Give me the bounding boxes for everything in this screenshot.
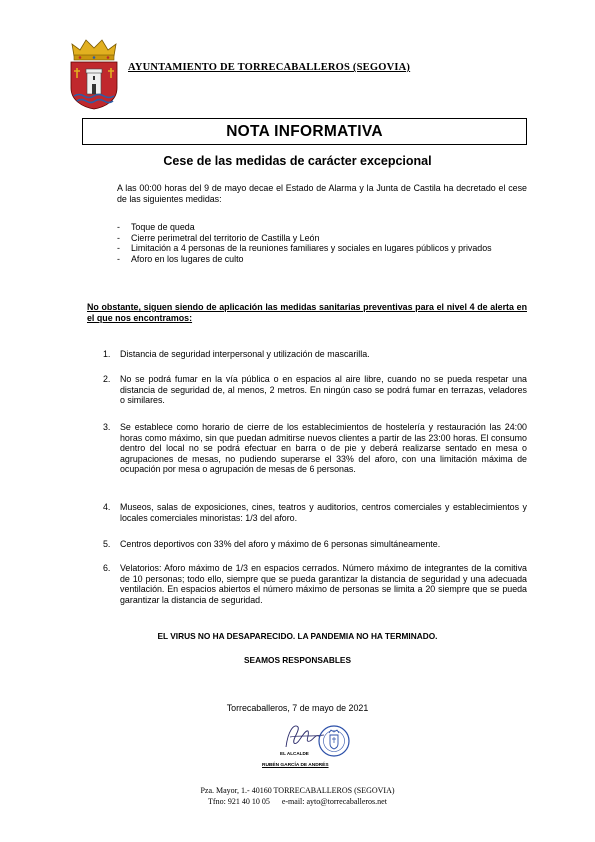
list-item: [117, 233, 527, 244]
signatory-role: EL ALCALDE: [280, 751, 309, 756]
measure-number: 6.: [103, 563, 111, 573]
list-item-text: Cierre perimetral del territorio de Castilla y León: [131, 232, 320, 243]
measure-text: Museos, salas de exposiciones, cines, teatros y auditorios, centros comerciales y establecimientos y locales comerciales minoristas: 1/3 del aforo.: [120, 502, 527, 523]
official-seal-icon: [280, 717, 354, 763]
measure-number: 3.: [103, 422, 111, 432]
measure-text: Se establece como horario de cierre de los establecimientos de hostelería y restauración las 24:00 horas como máximo, sin que puedan admitirse nuevos clientes a partir de las 23:00 horas. El consumo dentro del local no se podrá efectuar en barra o de pie y deberá realizarse sentado en mesa o agrupaciones de mesas, no pudiendo superarse el 33% del aforo, con una limitación máxima de ocupación por mesa o agrupación de mesas de 6 personas.: [120, 422, 527, 475]
footer-address: Pza. Mayor, 1.- 40160 TORRECABALLEROS (SEGOVIA): [200, 786, 395, 795]
document-subtitle: Cese de las medidas de carácter excepcional: [163, 154, 432, 168]
list-item-text: Toque de queda: [131, 222, 195, 232]
measure-text: Distancia de seguridad interpersonal y utilización de mascarilla.: [120, 349, 370, 359]
list-item: [117, 243, 527, 254]
list-item: [117, 254, 527, 265]
measure-item: [103, 539, 527, 550]
measure-item: [103, 422, 527, 475]
measure-number: 2.: [103, 374, 111, 384]
measure-text: No se podrá fumar en la vía pública o en espacios al aire libre, cuando no se pueda respetar una distancia de seguridad de, al menos, 2 metros. En ningún caso se podrá fumar en terrazas, veladores o similares.: [120, 374, 527, 406]
ceased-measures-list: [117, 222, 527, 264]
measure-item: [103, 502, 527, 523]
place-and-date: Torrecaballeros, 7 de mayo de 2021: [226, 703, 369, 713]
dash-bullet: -: [117, 222, 120, 232]
measure-number: 4.: [103, 502, 111, 512]
organization-title: AYUNTAMIENTO DE TORRECABALLEROS (SEGOVIA): [128, 62, 411, 73]
measure-item: [103, 563, 527, 605]
measure-number: 1.: [103, 349, 111, 359]
footer-contact: [0, 797, 595, 806]
slogan-line: EL VIRUS NO HA DESAPARECIDO. LA PANDEMIA NO HA TERMINADO.: [157, 631, 438, 641]
list-item-text: Aforo en los lugares de culto: [131, 253, 244, 264]
list-item-text: Limitación a 4 personas de la reuniones familiares y sociales en lugares públicos y privados: [131, 243, 492, 254]
signatory-name: RUBÉN GARCÍA DE ANDRÉS: [262, 763, 329, 768]
coat-of-arms-icon: [68, 38, 120, 110]
dash-bullet: -: [117, 243, 120, 254]
notice-paragraph: No obstante, siguen siendo de aplicación las medidas sanitarias preventivas para el nivel 4 de alerta en el que nos encontramos:: [87, 302, 527, 323]
document-title: NOTA INFORMATIVA: [82, 118, 527, 145]
list-item: [117, 222, 527, 233]
measure-text: Centros deportivos con 33% del aforo y máximo de 6 personas simultáneamente.: [120, 539, 441, 549]
dash-bullet: -: [117, 232, 120, 243]
footer-phone: Tfno: 921 40 10 05: [208, 797, 270, 806]
measure-text: Velatorios: Aforo máximo de 1/3 en espacios cerrados. Número máximo de integrantes de la comitiva de 10 personas; todo ello, siempre que se pueda garantizar la distancia de seguridad y una adecuada ventilación. En espacios abiertos el número máximo de personas se limita a 20 siempre que se pueda garantizar la distancia de seguridad.: [120, 563, 527, 605]
footer-email[interactable]: e-mail: ayto@torrecaballeros.net: [281, 797, 387, 806]
intro-paragraph: A las 00:00 horas del 9 de mayo decae el Estado de Alarma y la Junta de Castila ha decretado el cese de las siguientes medidas:: [117, 183, 527, 204]
measure-item: [103, 349, 527, 360]
measure-item: [103, 374, 527, 406]
slogan-responsible: SEAMOS RESPONSABLES: [244, 655, 351, 665]
measure-number: 5.: [103, 539, 111, 549]
dash-bullet: -: [117, 253, 120, 264]
